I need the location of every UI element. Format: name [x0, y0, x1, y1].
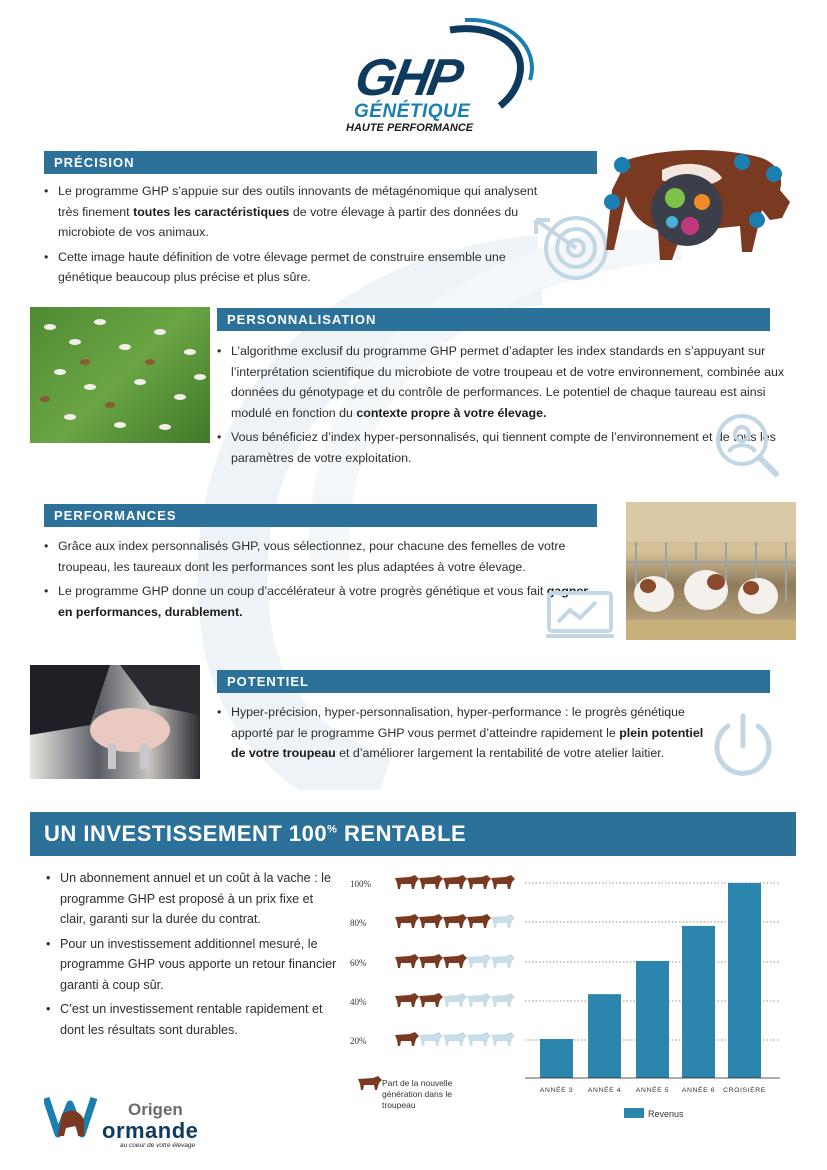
logo-genetique-text: GÉNÉTIQUE — [354, 101, 471, 122]
performances-text — [44, 536, 599, 626]
cow-icon — [395, 914, 419, 928]
cow-legend-text: troupeau — [382, 1100, 416, 1110]
y-tick-label: 40% — [350, 997, 367, 1007]
cow-icon — [467, 1032, 491, 1046]
investment-text — [46, 868, 342, 1044]
cow-icon — [467, 993, 491, 1007]
cows-pasture-photo — [30, 307, 210, 443]
milking-pattern — [30, 665, 200, 779]
potentiel-bullet-1: • Hyper-précision, hyper-personnalisation, hyper-performance : le progrès génétique apporté par le programme GHP vous permet d’atteindre rapidement le plein potentiel de votre troupeau et d’améliorer largement la rentabilité de votre atelier laitier. — [217, 702, 717, 764]
cow-icon — [443, 875, 467, 889]
power-icon — [710, 712, 776, 782]
section-header-potentiel: POTENTIEL — [217, 670, 770, 693]
legend-label: Revenus — [648, 1109, 684, 1119]
user-search-icon — [712, 410, 782, 480]
brand-tagline: au coeur de votre élevage — [120, 1142, 196, 1149]
cow-icon — [443, 914, 467, 928]
brand-name-top: Origen — [128, 1100, 183, 1119]
y-tick-label: 60% — [350, 958, 367, 968]
target-icon — [530, 202, 610, 282]
investment-bullet-3: • C’est un investissement rentable rapidement et dont les résultats sont durables. — [46, 999, 342, 1040]
milking-photo — [30, 665, 200, 779]
personnalisation-bullet-2: • Vous bénéficiez d’index hyper-personnalisés, qui tiennent compte de l’environnement et de tous les paramètres de votre exploitation. — [217, 427, 787, 468]
cow-icon — [419, 1032, 443, 1046]
cow-icon — [443, 954, 467, 968]
cow-icon — [491, 954, 515, 968]
cow-icon — [491, 875, 515, 889]
y-tick-label: 20% — [350, 1036, 367, 1046]
legend-cow-icon — [358, 1076, 382, 1090]
revenue-bar — [728, 883, 761, 1078]
cow-icon — [443, 1032, 467, 1046]
cow-icon — [491, 993, 515, 1007]
cow-icon — [395, 993, 419, 1007]
origen-normande-logo — [44, 1090, 244, 1150]
cow-icon — [467, 914, 491, 928]
revenue-bar — [588, 994, 621, 1078]
precision-bullet-2: • Cette image haute définition de votre élevage permet de construire ensemble une génétique beaucoup plus précise et plus sûre. — [44, 247, 544, 288]
x-tick-label: ANNÉE 6 — [681, 1087, 716, 1094]
x-tick-label: ANNÉE 5 — [635, 1087, 670, 1094]
cow-microbiome-illustration — [602, 140, 802, 280]
cow-icon — [419, 875, 443, 889]
cow-icon — [395, 875, 419, 889]
cow-icon — [419, 954, 443, 968]
revenue-bar — [682, 926, 715, 1078]
cow-icon — [395, 1032, 419, 1046]
revenue-bar — [636, 961, 669, 1078]
cow-icon — [491, 914, 515, 928]
revenue-bar — [540, 1039, 573, 1078]
brand-name-bottom: ormande — [102, 1118, 199, 1143]
precision-text — [44, 181, 544, 292]
section-header-performances: PERFORMANCES — [44, 504, 597, 527]
logo-ghp-text: GHP — [350, 49, 465, 107]
investment-bullet-1: • Un abonnement annuel et un coût à la vache : le programme GHP est proposé à un prix fixe et clair, garanti sur la durée du contrat. — [46, 868, 342, 930]
potentiel-text — [217, 702, 717, 768]
precision-bullet-1: • Le programme GHP s’appuie sur des outils innovants de métagénomique qui analysent très finement toutes les caractéristiques de votre élevage à partir des données du microbiote de vos animaux. — [44, 181, 544, 243]
logo-tagline: HAUTE PERFORMANCE — [346, 122, 474, 134]
barn-cows-photo — [626, 502, 796, 640]
personnalisation-bullet-1: • L’algorithme exclusif du programme GHP permet d’adapter les index standards en s’appuyant sur l’interprétation scientifique du microbiote de votre troupeau et de votre environnement, combinée aux données du génotypage et du contrôle de performances. Le potentiel de chaque taureau est ainsi modulé en fonction du contexte propre à votre élevage. — [217, 341, 787, 423]
investment-header: UN INVESTISSEMENT 100% RENTABLE — [30, 812, 796, 856]
personnalisation-text — [217, 341, 787, 472]
y-tick-label: 80% — [350, 918, 367, 928]
performance-chart-icon — [546, 590, 616, 640]
cow-icon — [467, 954, 491, 968]
cow-icon — [491, 1032, 515, 1046]
performances-bullet-2: • Le programme GHP donne un coup d’accélérateur à votre progrès génétique et vous fait gagner en performances, durablement. — [44, 581, 599, 622]
section-header-precision: PRÉCISION — [44, 151, 597, 174]
y-tick-label: 100% — [350, 879, 371, 889]
cow-icon — [395, 954, 419, 968]
barn-cows-pattern — [626, 502, 796, 640]
cow-legend-text: Part de la nouvelle — [382, 1078, 453, 1088]
cow-icon — [419, 993, 443, 1007]
section-header-personnalisation: PERSONNALISATION — [217, 308, 770, 331]
cow-legend-text: génération dans le — [382, 1089, 452, 1099]
x-tick-label: CROISIÈRE — [723, 1087, 766, 1094]
cow-icon — [443, 993, 467, 1007]
performances-bullet-1: • Grâce aux index personnalisés GHP, vous sélectionnez, pour chacune des femelles de votre troupeau, les taureaux dont les performances sont les plus adaptées à votre élevage. — [44, 536, 599, 577]
legend-swatch — [624, 1108, 644, 1118]
x-tick-label: ANNÉE 4 — [587, 1087, 622, 1094]
cow-icon — [467, 875, 491, 889]
x-tick-label: ANNÉE 3 — [539, 1087, 574, 1094]
investment-bullet-2: • Pour un investissement additionnel mesuré, le programme GHP vous apporte un retour financier garanti à coup sûr. — [46, 934, 342, 996]
pasture-cows-pattern — [30, 307, 210, 443]
revenue-chart — [340, 866, 800, 1126]
ghp-logo — [340, 18, 540, 136]
cow-icon — [419, 914, 443, 928]
